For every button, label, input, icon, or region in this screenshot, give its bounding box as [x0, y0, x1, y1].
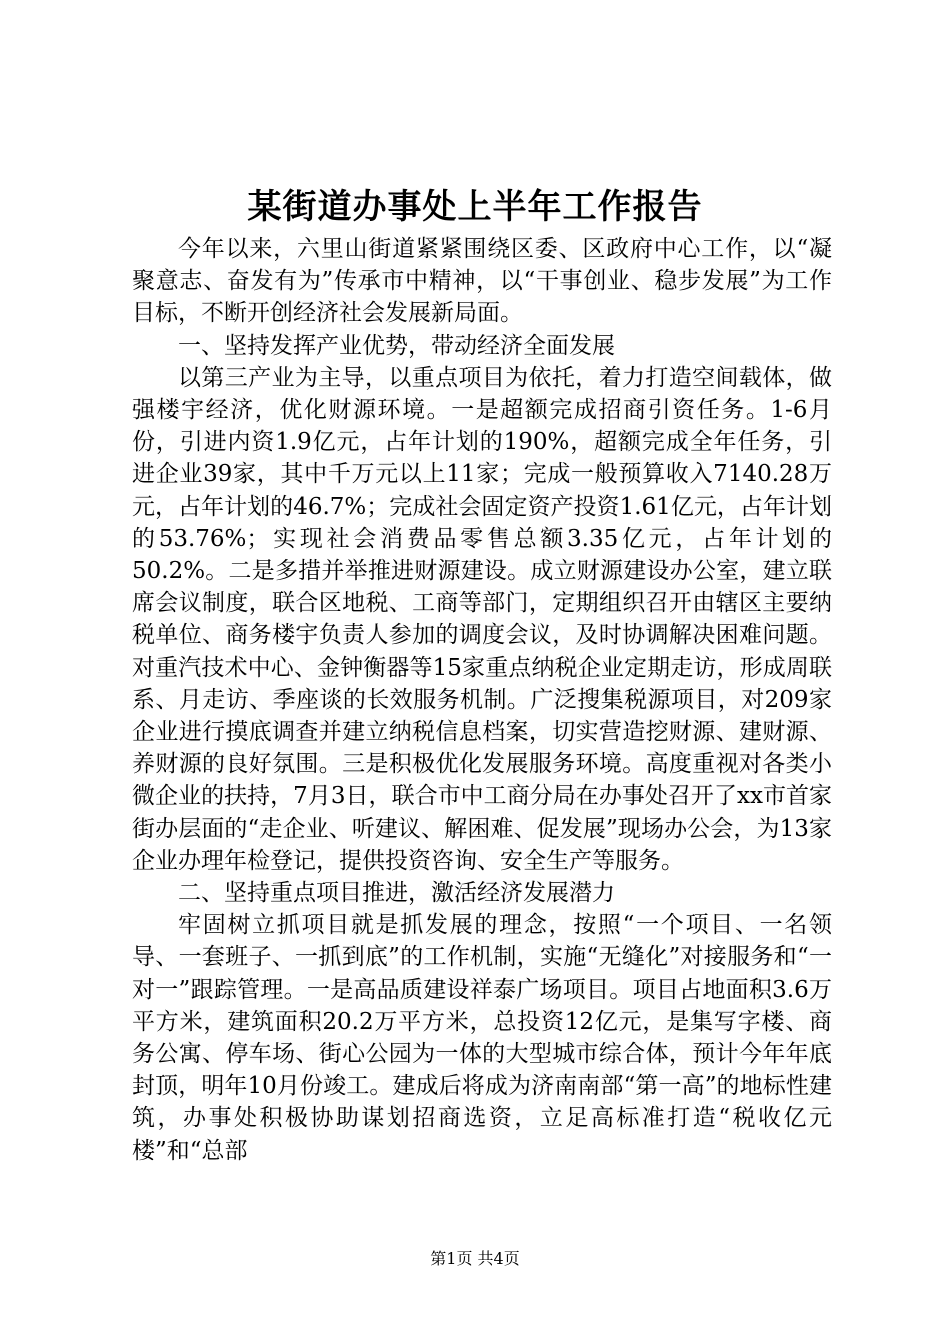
page-footer: 第1页 共4页 — [430, 1249, 520, 1268]
section-heading-1: 一、坚持发挥产业优势，带动经济全面发展 — [178, 332, 615, 359]
document-title: 某街道办事处上半年工作报告 — [247, 187, 703, 227]
paragraph-section-2: 牢固树立抓项目就是抓发展的理念，按照“一个项目、一名领导、一套班子、一抓到底”的工作机制，实施“无缝化”对接服务和“一对一”跟踪管理。一是高品质建设祥泰广场项目。项目占地面积3.6万平方米，建筑面积20.2万平方米，总投资12亿元，是集写字楼、商务公寓、停车场、街心公园为一体的大型城市综合体，预计今年年底封顶，明年10月份竣工。建成后将成为济南南部“第一高”的地标性建筑，办事处积极协助谋划招商选资，立足高标准打造“税收亿元楼”和“总部 — [132, 912, 832, 1164]
section-heading-2: 二、坚持重点项目推进，激活经济发展潜力 — [178, 880, 615, 907]
paragraph-intro: 今年以来，六里山街道紧紧围绕区委、区政府中心工作，以“凝聚意志、奋发有为”传承市中精神，以“干事创业、稳步发展”为工作目标，不断开创经济社会发展新局面。 — [132, 236, 832, 327]
document-body — [132, 233, 832, 1167]
paragraph-section-1: 以第三产业为主导，以重点项目为依托，着力打造空间载体，做强楼宇经济，优化财源环境。一是超额完成招商引资任务。1-6月份，引进内资1.9亿元，占年计划的190%，超额完成全年任务，引进企业39家，其中千万元以上11家；完成一般预算收入7140.28万元，占年计划的46.7%；完成社会固定资产投资1.61亿元，占年计划的53.76%；实现社会消费品零售总额3.35亿元，占年计划的50.2%。二是多措并举推进财源建设。成立财源建设办公室，建立联席会议制度，联合区地税、工商等部门，定期组织召开由辖区主要纳税单位、商务楼宇负责人参加的调度会议，及时协调解决困难问题。对重汽技术中心、金钟衡器等15家重点纳税企业定期走访，形成周联系、月走访、季座谈的长效服务机制。广泛搜集税源项目，对209家企业进行摸底调查并建立纳税信息档案，切实营造挖财源、建财源、养财源的良好氛围。三是积极优化发展服务环境。高度重视对各类小微企业的扶持，7月3日，联合市中工商分局在办事处召开了xx市首家街办层面的“走企业、听建议、解困难、促发展”现场办公会，为13家企业办理年检登记，提供投资咨询、安全生产等服务。 — [132, 364, 832, 874]
